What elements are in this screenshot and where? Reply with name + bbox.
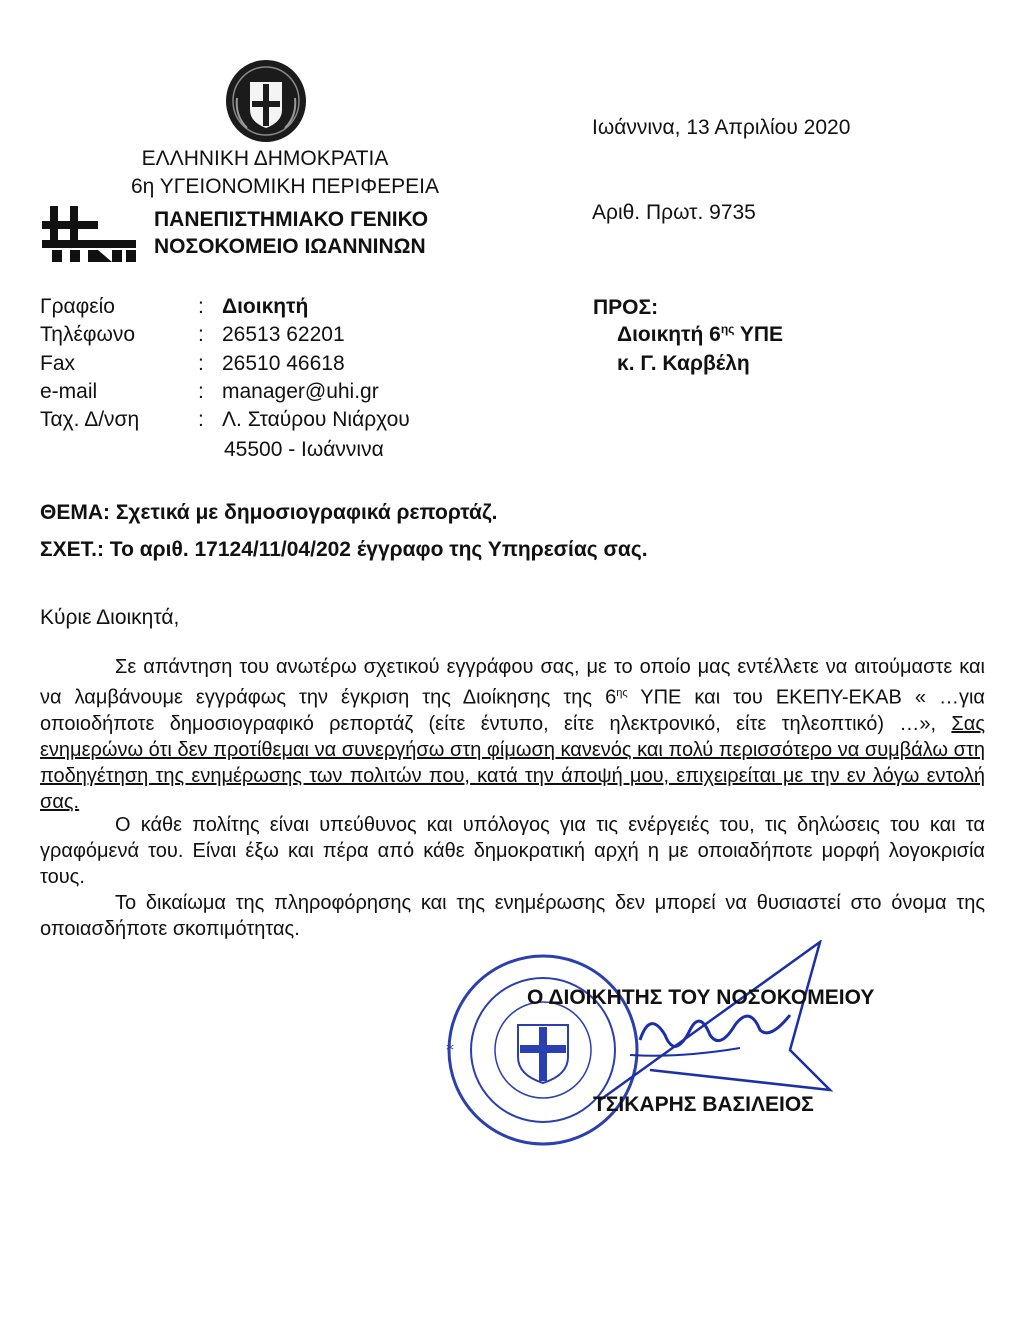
recipient-line1-text: Διοικητή 6 bbox=[617, 323, 721, 346]
body-p1-text-cont: ΥΠΕ και του ΕΚΕΠΥ-ΕΚΑΒ « …για οποιοδήποτε δημοσιογραφικό ρεπορτάζ (είτε έντυπο, είτε ηλεκτρονικό, είτε τηλεοπτικό) …», bbox=[40, 686, 985, 735]
contact-label: Γραφείο bbox=[40, 295, 115, 318]
protocol-number: Αριθ. Πρωτ. 9735 bbox=[592, 201, 756, 224]
contact-value: 26513 62201 bbox=[222, 323, 345, 346]
contact-row-email: e-mail : manager@uhi.gr bbox=[40, 380, 379, 403]
contact-value: manager@uhi.gr bbox=[222, 380, 379, 403]
hospital-logo bbox=[42, 206, 136, 262]
recipient-line1 bbox=[617, 322, 783, 347]
contact-label: Τηλέφωνο bbox=[40, 323, 136, 346]
contact-label: Ταχ. Δ/νση bbox=[40, 408, 140, 431]
handwritten-signature bbox=[590, 940, 840, 1110]
body-p1-text: Σε απάντηση του ανωτέρω σχετικού εγγράφου σας, με το οποίο μας εντέλλετε να αιτούμαστε και να λαμβάνουμε εγγράφως την έγκριση της Διοίκησης της 6 bbox=[40, 656, 985, 709]
coat-of-arms-emblem bbox=[223, 58, 309, 144]
contact-label: Fax bbox=[40, 352, 76, 375]
hospital-name-line2: ΝΟΣΟΚΟΜΕΙΟ ΙΩΑΝΝΙΝΩΝ bbox=[154, 235, 426, 258]
body-p1-sup: ης bbox=[616, 687, 628, 699]
contact-value: 26510 46618 bbox=[222, 352, 345, 375]
place-and-date: Ιωάννινα, 13 Απριλίου 2020 bbox=[592, 116, 851, 139]
contact-value: Λ. Σταύρου Νιάρχου bbox=[222, 408, 410, 431]
recipient-line2: κ. Γ. Καρβέλη bbox=[617, 352, 750, 375]
signatory-name: ΤΣΙΚΑΡΗΣ ΒΑΣΙΛΕΙΟΣ bbox=[593, 1093, 814, 1116]
recipient-heading: ΠΡΟΣ: bbox=[593, 296, 659, 319]
contact-row-fax: Fax : 26510 46618 bbox=[40, 352, 345, 375]
contact-row-phone: Τηλέφωνο : 26513 62201 bbox=[40, 323, 345, 346]
body-p1-underlined: Σας ενημερώνω ότι δεν προτίθεμαι να συνεργήσω στη φίμωση κανενός και πολύ περισσότερο να συμβάλω στη ποδηγέτηση της ενημέρωσης των πολιτών που, κατά την άποψή μου, επιχειρείται με την εν λόγω εντολή σας. bbox=[40, 712, 985, 813]
region-heading: 6η ΥΓΕΙΟΝΟΜΙΚΗ ΠΕΡΙΦΕΡΕΙΑ bbox=[130, 175, 440, 198]
contact-label: e-mail bbox=[40, 380, 98, 403]
subject-line: ΘΕΜΑ: Σχετικά με δημοσιογραφικά ρεπορτάζ. bbox=[40, 501, 498, 524]
body-paragraph-3: Το δικαίωμα της πληροφόρησης και της ενημέρωσης δεν μπορεί να θυσιαστεί στο όνομα της οποιασδήποτε σκοπιμότητας. bbox=[40, 892, 985, 940]
contact-row-office: Γραφείο : Διοικητή bbox=[40, 295, 309, 318]
recipient-line1-sup: ης bbox=[720, 322, 735, 336]
contact-value: Διοικητή bbox=[222, 295, 309, 318]
contact-address-line2: 45500 - Ιωάννινα bbox=[224, 438, 384, 461]
signatory-title: Ο ΔΙΟΙΚΗΤΗΣ ΤΟΥ ΝΟΣΟΚΟΜΕΙΟΥ bbox=[527, 986, 875, 1009]
country-heading: ΕΛΛΗΝΙΚΗ ΔΗΜΟΚΡΑΤΙΑ bbox=[141, 147, 389, 170]
body-paragraph-2: Ο κάθε πολίτης είναι υπεύθυνος και υπόλογος για τις ενέργειές του, τις δηλώσεις του και τα γραφόμενά του. Είναι έξω και πέρα από κάθε δημοκρατική αρχή η με οποιαδήποτε μορφή λογοκρισία τους. bbox=[40, 814, 985, 888]
reference-line: ΣΧΕΤ.: Το αριθ. 17124/11/04/202 έγγραφο της Υπηρεσίας σας. bbox=[40, 538, 648, 561]
svg-text:*: * bbox=[446, 1040, 454, 1059]
recipient-line1-post: ΥΠΕ bbox=[734, 323, 784, 346]
hospital-name-line1: ΠΑΝΕΠΙΣΤΗΜΙΑΚΟ ΓΕΝΙΚΟ bbox=[154, 208, 429, 231]
contact-row-address: Ταχ. Δ/νση : Λ. Σταύρου Νιάρχου bbox=[40, 408, 410, 431]
body-paragraph-1 bbox=[40, 654, 985, 815]
salutation: Κύριε Διοικητά, bbox=[40, 606, 180, 629]
